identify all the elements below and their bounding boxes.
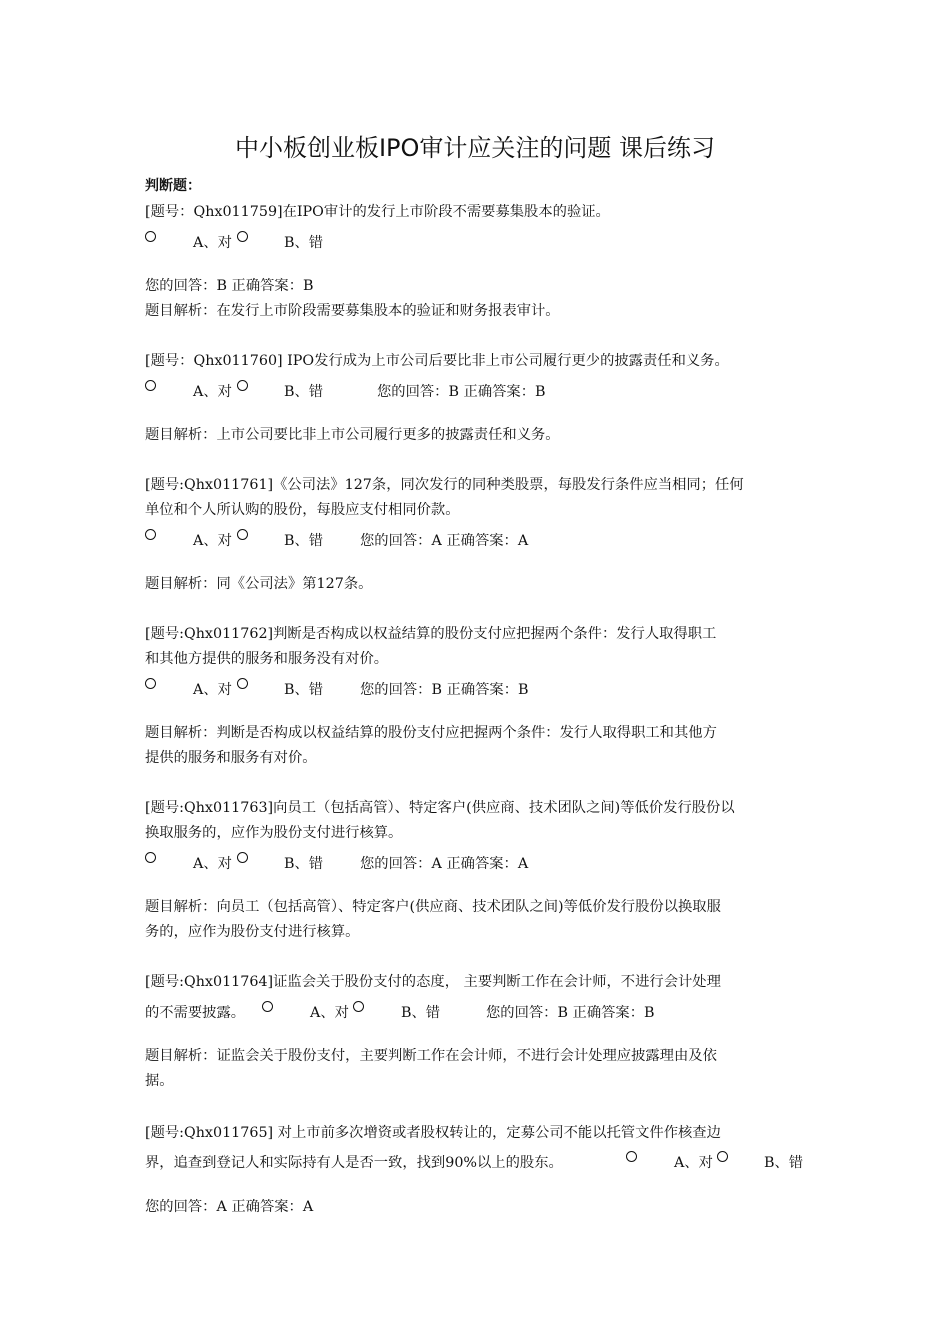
radio-option-a[interactable] bbox=[145, 852, 156, 863]
radio-option-b[interactable] bbox=[237, 231, 248, 242]
option-a-label: A、对 bbox=[193, 856, 232, 872]
question-text: 界，追查到登记人和实际持有人是否一致，找到90%以上的股东。 bbox=[145, 1155, 563, 1171]
option-b-label: B、错 bbox=[764, 1155, 804, 1171]
radio-option-a[interactable] bbox=[262, 1001, 273, 1012]
analysis-text: 题目解析：上市公司要比非上市公司履行更多的披露责任和义务。 bbox=[145, 427, 560, 443]
question-text: [题号：Qhx011759]在IPO审计的发行上市阶段不需要募集股本的验证。 bbox=[145, 204, 610, 220]
answer-text: 您的回答：B 正确答案：B bbox=[360, 682, 529, 698]
radio-option-b[interactable] bbox=[237, 380, 248, 391]
section-label: 判断题： bbox=[145, 178, 201, 194]
question-text: [题号:Qhx011765] 对上市前多次增资或者股权转让的，定募公司不能以托管文件作核查边 bbox=[145, 1125, 721, 1141]
question-text: 换取服务的，应作为股份支付进行核算。 bbox=[145, 825, 403, 841]
analysis-text: 题目解析：同《公司法》第127条。 bbox=[145, 576, 373, 592]
answer-text: 您的回答：A 正确答案：A bbox=[145, 1199, 314, 1215]
analysis-text: 务的，应作为股份支付进行核算。 bbox=[145, 924, 360, 940]
analysis-text: 题目解析：证监会关于股份支付，主要判断工作在会计师，不进行会计处理应披露理由及依 bbox=[145, 1048, 717, 1064]
analysis-text: 据。 bbox=[145, 1073, 174, 1089]
radio-option-b[interactable] bbox=[353, 1001, 364, 1012]
radio-option-b[interactable] bbox=[237, 529, 248, 540]
answer-text: 您的回答：A 正确答案：A bbox=[360, 856, 529, 872]
page-title: 中小板创业板IPO审计应关注的问题 课后练习 bbox=[234, 134, 716, 162]
question-text: [题号:Qhx011762]判断是否构成以权益结算的股份支付应把握两个条件：发行人取得职工 bbox=[145, 626, 717, 642]
analysis-text: 题目解析：判断是否构成以权益结算的股份支付应把握两个条件：发行人取得职工和其他方 bbox=[145, 725, 717, 741]
radio-option-a[interactable] bbox=[145, 380, 156, 391]
option-b-label: B、错 bbox=[401, 1005, 441, 1021]
option-b-label: B、错 bbox=[284, 856, 324, 872]
analysis-text: 题目解析：向员工（包括高管）、特定客户(供应商、技术团队之间)等低价发行股份以换取服 bbox=[145, 899, 721, 915]
answer-text: 您的回答：B 正确答案：B bbox=[377, 384, 546, 400]
option-b-label: B、错 bbox=[284, 235, 324, 251]
option-a-label: A、对 bbox=[193, 235, 232, 251]
radio-option-b[interactable] bbox=[237, 852, 248, 863]
answer-text: 您的回答：A 正确答案：A bbox=[360, 533, 529, 549]
option-a-label: A、对 bbox=[193, 533, 232, 549]
option-a-label: A、对 bbox=[310, 1005, 349, 1021]
option-b-label: B、错 bbox=[284, 384, 324, 400]
question-text: [题号：Qhx011760] IPO发行成为上市公司后要比非上市公司履行更少的披露责任和义务。 bbox=[145, 353, 729, 369]
analysis-text: 题目解析：在发行上市阶段需要募集股本的验证和财务报表审计。 bbox=[145, 303, 560, 319]
answer-text: 您的回答：B 正确答案：B bbox=[145, 278, 314, 294]
question-text: 和其他方提供的服务和服务没有对价。 bbox=[145, 651, 389, 667]
option-b-label: B、错 bbox=[284, 533, 324, 549]
question-text: 单位和个人所认购的股份，每股应支付相同价款。 bbox=[145, 502, 460, 518]
radio-option-a[interactable] bbox=[626, 1151, 637, 1162]
option-b-label: B、错 bbox=[284, 682, 324, 698]
option-a-label: A、对 bbox=[193, 682, 232, 698]
question-text: 的不需要披露。 bbox=[145, 1005, 246, 1021]
radio-option-b[interactable] bbox=[717, 1151, 728, 1162]
analysis-text: 提供的服务和服务有对价。 bbox=[145, 750, 317, 766]
radio-option-a[interactable] bbox=[145, 678, 156, 689]
question-text: [题号:Qhx011764]证监会关于股份支付的态度， 主要判断工作在会计师，不进行会计处理 bbox=[145, 974, 721, 990]
option-a-label: A、对 bbox=[674, 1155, 713, 1171]
radio-option-a[interactable] bbox=[145, 529, 156, 540]
radio-option-a[interactable] bbox=[145, 231, 156, 242]
radio-option-b[interactable] bbox=[237, 678, 248, 689]
question-text: [题号:Qhx011763]向员工（包括高管）、特定客户(供应商、技术团队之间)等低价发行股份以 bbox=[145, 800, 735, 816]
question-text: [题号:Qhx011761]《公司法》127条，同次发行的同种类股票，每股发行条件应当相同；任何 bbox=[145, 477, 744, 493]
option-a-label: A、对 bbox=[193, 384, 232, 400]
answer-text: 您的回答：B 正确答案：B bbox=[486, 1005, 655, 1021]
